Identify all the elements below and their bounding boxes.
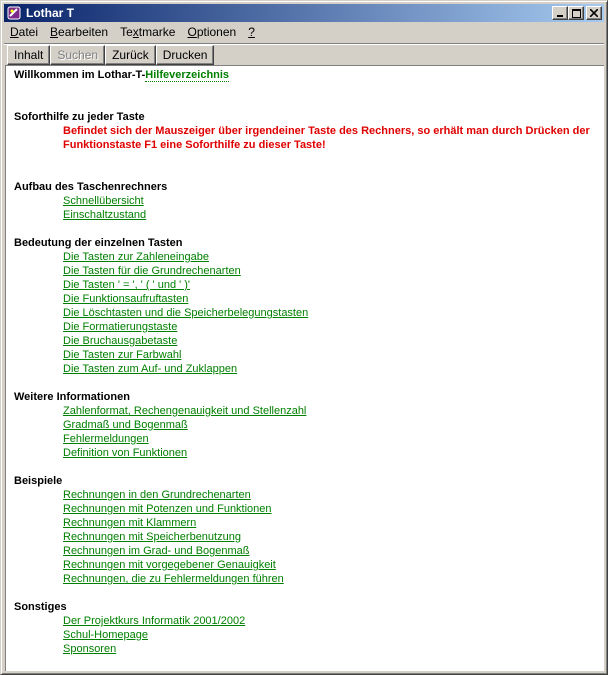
help-content[interactable] — [5, 65, 604, 671]
search-button[interactable]: Suchen — [50, 45, 105, 65]
minimize-icon — [556, 9, 564, 17]
link-item[interactable]: Die Formatierungstaste — [63, 321, 178, 333]
menu-help[interactable]: ? — [248, 25, 255, 39]
page-title: Willkommen im Lothar-T-Hilfeverzeichnis — [14, 69, 230, 81]
link-item[interactable]: Der Projektkurs Informatik 2001/2002 — [63, 615, 246, 627]
link-item[interactable]: Die Tasten zur Zahleneingabe — [63, 251, 209, 263]
toolbar — [4, 43, 604, 65]
close-icon — [590, 9, 598, 17]
link-einschaltzustand[interactable]: Einschaltzustand — [63, 209, 147, 221]
link-item[interactable]: Rechnungen mit vorgegebener Genauigkeit — [63, 559, 276, 571]
section-sonstiges — [14, 600, 604, 656]
link-item[interactable]: Die Tasten zur Farbwahl — [63, 349, 182, 361]
link-item[interactable]: Die Tasten zum Auf- und Zuklappen — [63, 363, 238, 375]
hint-text: Befindet sich der Mauszeiger über irgendeiner Taste des Rechners, so erhält man durch Drücken der Funktionstaste F1 eine Soforthilfe zu dieser Taste! — [63, 125, 590, 151]
glossary-keyword[interactable]: Hilfeverzeichnis — [145, 69, 230, 81]
section-title: Sonstiges — [14, 601, 67, 613]
section-soforthilfe — [14, 110, 604, 152]
menu-textmarke[interactable]: Textmarke — [120, 25, 176, 39]
link-item[interactable]: Rechnungen mit Klammern — [63, 517, 197, 529]
app-icon[interactable] — [6, 5, 22, 21]
section-tasten — [14, 236, 604, 376]
link-item[interactable]: Schul-Homepage — [63, 629, 148, 641]
print-button[interactable]: Drucken — [156, 45, 215, 65]
link-item[interactable]: Die Tasten für die Grundrechenarten — [63, 265, 241, 277]
link-item[interactable]: Rechnungen mit Speicherbenutzung — [63, 531, 241, 543]
maximize-button[interactable] — [568, 6, 584, 20]
section-beispiele — [14, 474, 604, 586]
link-item[interactable]: Rechnungen mit Potenzen und Funktionen — [63, 503, 272, 515]
title-bar[interactable] — [4, 4, 604, 22]
link-item[interactable]: Rechnungen im Grad- und Bogenmaß — [63, 545, 250, 557]
link-item[interactable]: Gradmaß und Bogenmaß — [63, 419, 188, 431]
link-item[interactable]: Sponsoren — [63, 643, 117, 655]
maximize-icon — [572, 9, 581, 18]
menu-bearbeiten[interactable]: Bearbeiten — [50, 25, 109, 39]
window-title: Lothar T — [26, 6, 74, 20]
link-item[interactable]: Die Löschtasten und die Speicherbelegungstasten — [63, 307, 309, 319]
section-title: Soforthilfe zu jeder Taste — [14, 111, 145, 123]
link-item[interactable]: Fehlermeldungen — [63, 433, 149, 445]
link-item[interactable]: Die Bruchausgabetaste — [63, 335, 178, 347]
section-title: Aufbau des Taschenrechners — [14, 181, 168, 193]
section-title: Weitere Informationen — [14, 391, 130, 403]
minimize-button[interactable] — [552, 6, 568, 20]
section-title: Bedeutung der einzelnen Tasten — [14, 237, 183, 249]
menu-bar — [4, 23, 604, 42]
section-aufbau — [14, 180, 604, 222]
link-item[interactable]: Rechnungen in den Grundrechenarten — [63, 489, 251, 501]
menu-datei[interactable]: Datei — [10, 25, 39, 39]
link-item[interactable]: Definition von Funktionen — [63, 447, 188, 459]
link-item[interactable]: Die Funktionsaufruftasten — [63, 293, 189, 305]
link-schnelluebersicht[interactable]: Schnellübersicht — [63, 195, 144, 207]
link-item[interactable]: Die Tasten ' = ', ' ( ' und ' )' — [63, 279, 191, 291]
close-button[interactable] — [586, 6, 602, 20]
back-button[interactable]: Zurück — [105, 45, 156, 65]
section-weitere-informationen — [14, 390, 604, 460]
link-item[interactable]: Rechnungen, die zu Fehlermeldungen führen — [63, 573, 284, 585]
contents-button[interactable]: Inhalt — [7, 45, 50, 65]
menu-optionen[interactable]: Optionen — [187, 25, 237, 39]
section-title: Beispiele — [14, 475, 63, 487]
link-item[interactable]: Zahlenformat, Rechengenauigkeit und Stellenzahl — [63, 405, 307, 417]
